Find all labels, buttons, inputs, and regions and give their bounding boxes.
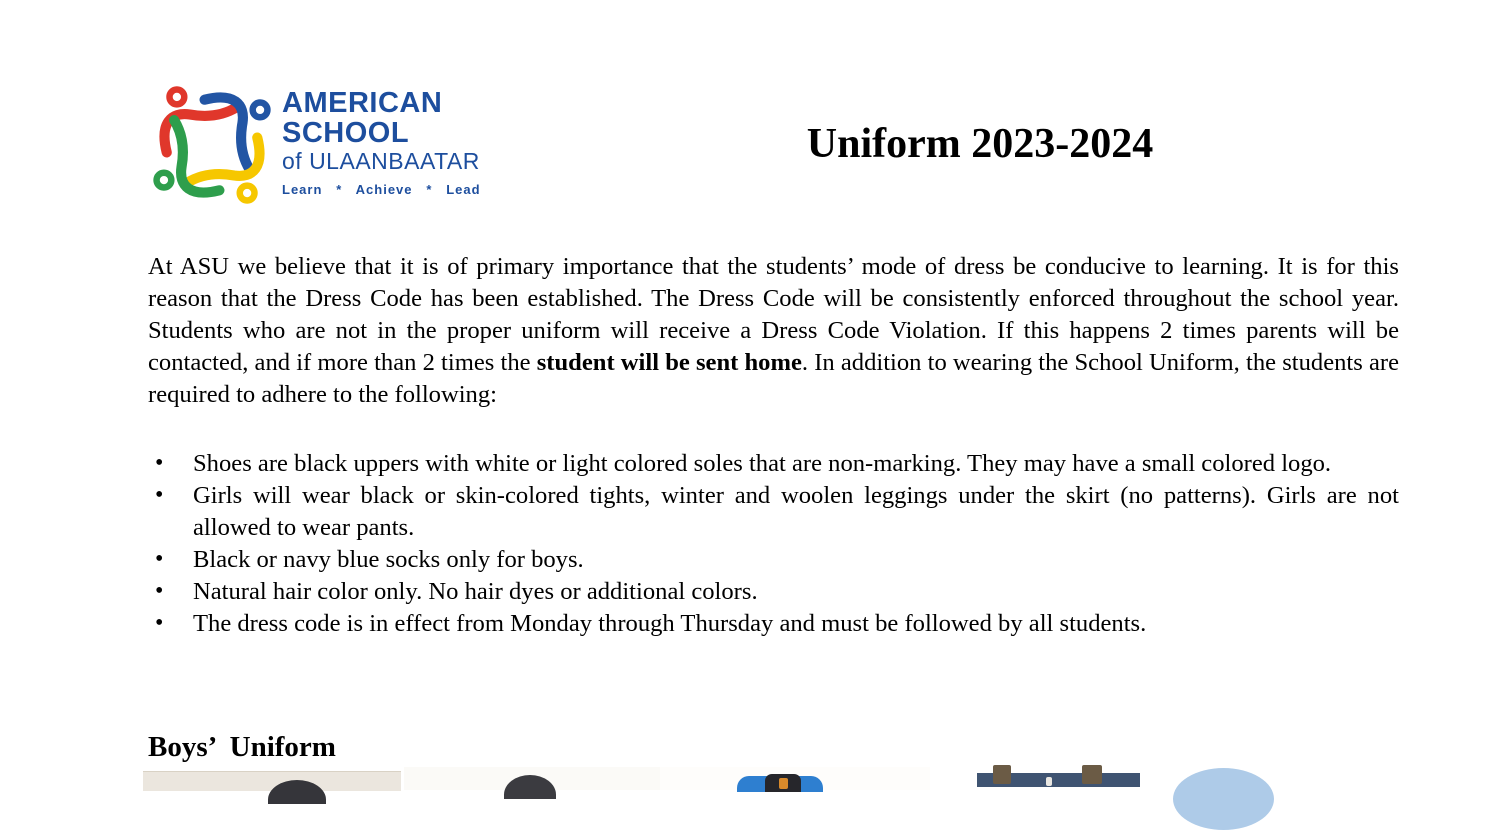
garment-top-shape (504, 775, 556, 799)
boys-uniform-photo-row (0, 765, 1500, 785)
navy-shorts-on-hanger-photo (930, 765, 1175, 790)
black-polo-shirt-photo (143, 771, 401, 791)
logo-school-name (282, 84, 481, 197)
rule-text: Black or navy blue socks only for boys. (193, 546, 584, 573)
rule-item-hair-color (148, 576, 1399, 608)
bullet-icon: • (155, 482, 164, 508)
boys-uniform-heading: Boys’ Uniform (148, 731, 336, 764)
logo-tagline: Learn * Achieve * Lead (282, 182, 481, 197)
rules-list (148, 448, 1399, 640)
logo-name-line2: SCHOOL (282, 117, 410, 149)
bullet-icon: • (155, 546, 164, 572)
light-blue-circle-graphic (1173, 768, 1274, 830)
rule-text: Shoes are black uppers with white or light colored soles that are non-marking. They may have a small colored logo. (193, 450, 1332, 477)
hanger-clip-icon (1082, 765, 1102, 784)
page-title: Uniform 2023-2024 (806, 121, 1154, 167)
intro-text-after-bold: . In addition to wearing the School Uniform, the students are required to adhere to the following: (148, 348, 1400, 408)
blue-black-jacket-photo (660, 767, 930, 790)
logo-name-line1: AMERICAN (282, 87, 443, 119)
rule-text: Natural hair color only. No hair dyes or additional colors. (193, 578, 758, 605)
dark-sweater-photo (404, 767, 660, 790)
rule-text: The dress code is in effect from Monday through Thursday and must be followed by all students. (193, 610, 1147, 637)
rule-item-effect-days (148, 608, 1399, 640)
rule-item-shoes (148, 448, 1399, 480)
bullet-icon: • (155, 610, 164, 636)
intro-bold-text: student will be sent home (536, 348, 802, 376)
intro-text-before-bold: At ASU we believe that it is of primary importance that the students’ mode of dress be conducive to learning. It is for this reason that the Dress Code has been established. The Dress Code will be consistently enforced throughout the school year. Students who are not in the proper uniform will receive a Dress Code Violation. If this happens 2 times parents will be contacted, and if more than 2 times the (148, 252, 1399, 376)
rule-item-girls-tights (148, 480, 1399, 544)
asu-logo-mark-icon (148, 84, 276, 206)
bullet-icon: • (155, 578, 164, 604)
hanger-clip-icon (993, 765, 1011, 784)
school-logo (148, 84, 481, 206)
jacket-logo-patch (779, 778, 788, 789)
rule-item-boys-socks (148, 544, 1399, 576)
intro-paragraph (148, 251, 1399, 411)
bullet-icon: • (155, 450, 164, 476)
garment-top-shape (268, 780, 326, 804)
logo-name-line3: of ULAANBAATAR (282, 148, 480, 174)
rule-text: Girls will wear black or skin-colored tights, winter and woolen leggings under the skirt (no patterns). Girls are not allowed to wear pants. (193, 482, 1399, 541)
